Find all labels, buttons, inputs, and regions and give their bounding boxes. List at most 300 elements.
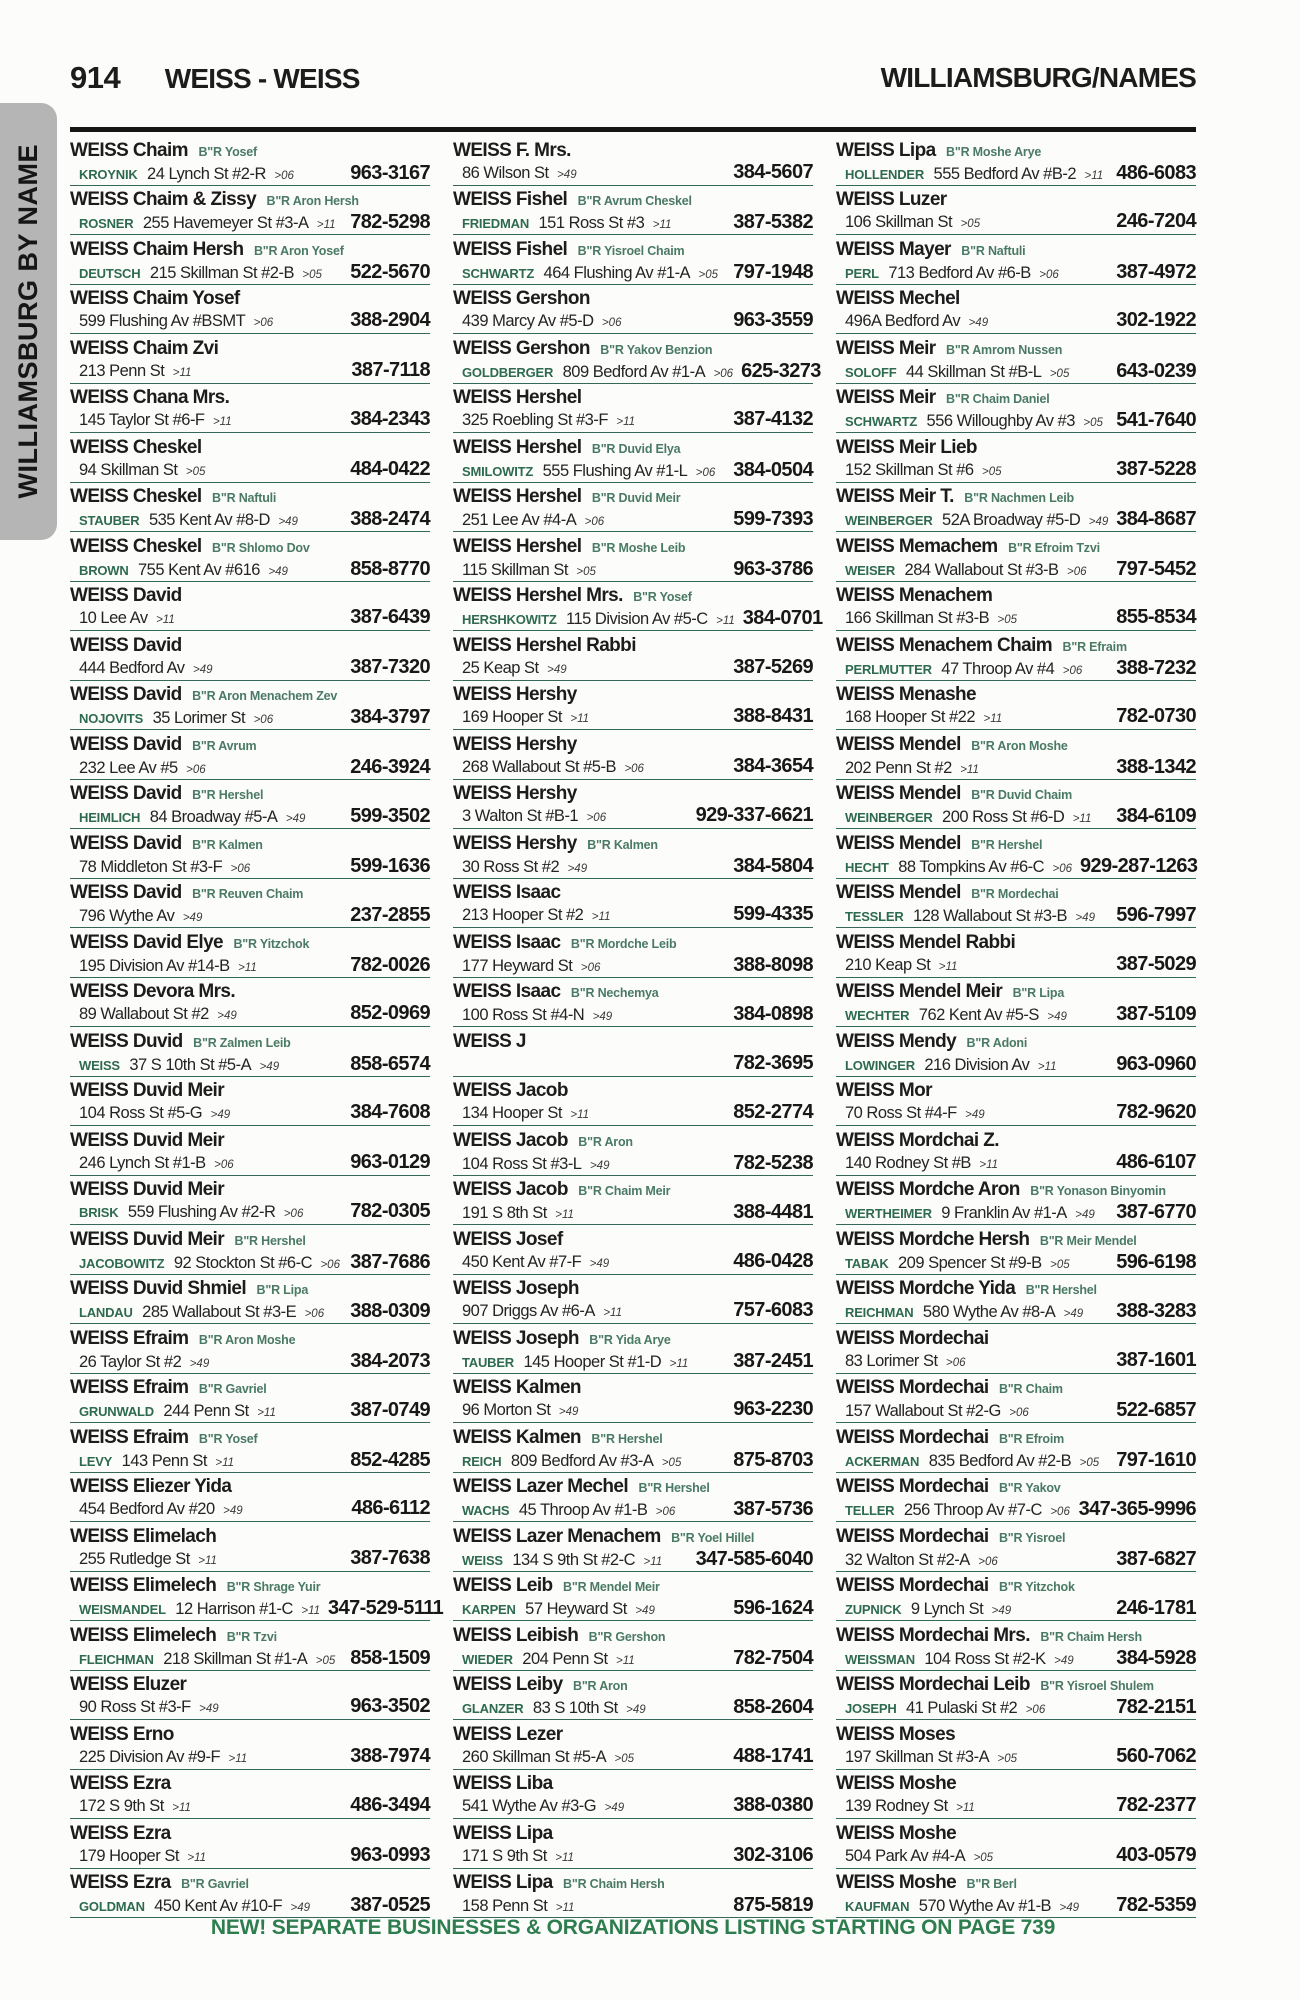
entry-address: 90 Ross St #3-F	[79, 1698, 191, 1716]
entry-zone: >05	[661, 1456, 682, 1469]
directory-entry	[70, 1275, 430, 1325]
entry-phone: 384-0504	[733, 458, 813, 481]
entry-surname-prefix: WACHS	[462, 1503, 510, 1518]
entry-address-group	[79, 1055, 279, 1077]
entry-name: WEISS Moshe	[836, 1822, 957, 1844]
entry-patronymic: B"R Moshe Leib	[591, 540, 686, 555]
entry-address: 244 Penn St	[163, 1402, 249, 1420]
directory-entry	[836, 1770, 1196, 1820]
entry-address-line	[70, 1351, 430, 1374]
entry-surname-prefix: WEINBERGER	[845, 810, 933, 825]
entry-phone: 855-8534	[1116, 606, 1196, 628]
entry-address-line	[453, 359, 821, 384]
entry-zone: >11	[616, 416, 636, 428]
entry-name: WEISS Lipa	[453, 1822, 553, 1844]
entry-address-line	[70, 1450, 430, 1473]
entry-address-line	[453, 1549, 813, 1572]
entry-address: 268 Wallabout St #5-B	[462, 757, 616, 776]
entry-phone: 384-0898	[733, 1003, 813, 1025]
entry-zone: >49	[193, 663, 213, 676]
entry-address-line	[836, 262, 1196, 285]
directory-entry	[836, 384, 1196, 434]
entry-address-line	[453, 1648, 813, 1671]
entry-address-group	[462, 806, 606, 828]
entry-address: 104 Ross St #3-L	[462, 1154, 582, 1173]
entry-patronymic: B"R Yisroel Chaim	[577, 243, 685, 258]
entry-zone: >06	[274, 169, 294, 182]
entry-name-line	[836, 1377, 1196, 1400]
entry-address-line	[453, 1153, 813, 1176]
entry-name: WEISS Devora Mrs.	[70, 981, 236, 1002]
entry-name-line	[453, 1575, 813, 1598]
entry-address: 200 Ross St #6-D	[942, 808, 1065, 826]
entry-address: 41 Pulaski St #2	[906, 1699, 1018, 1717]
entry-address: 256 Throop Av #7-C	[903, 1501, 1042, 1519]
entry-phone: 384-5804	[733, 854, 813, 877]
entry-phone: 387-6827	[1116, 1547, 1196, 1570]
entry-phone: 643-0239	[1116, 359, 1196, 382]
entry-address-line	[70, 1795, 430, 1818]
directory-entry	[70, 532, 430, 582]
entry-address: 232 Lee Av #5	[79, 758, 178, 777]
entry-phone: 599-7393	[733, 508, 813, 530]
entry-address-line	[70, 409, 430, 432]
entry-surname-prefix: SMILOWITZ	[462, 463, 534, 479]
entry-address: 92 Stockton St #6-C	[173, 1253, 313, 1272]
directory-entry	[70, 582, 430, 632]
entry-address: 218 Skillman St #1-A	[163, 1649, 308, 1668]
directory-entry	[453, 829, 813, 879]
entry-name-line	[70, 882, 430, 905]
entry-name: WEISS Jacob	[453, 1179, 568, 1200]
entry-address-line	[453, 1598, 813, 1621]
directory-entry	[70, 1027, 430, 1077]
entry-address-group	[462, 263, 718, 285]
entry-name-line	[836, 981, 1196, 1004]
entry-patronymic: B"R Naftuli	[212, 491, 277, 505]
entry-address-group	[462, 1550, 662, 1572]
page-header	[70, 60, 1196, 102]
entry-phone: 388-2904	[350, 309, 430, 331]
directory-entry	[836, 235, 1196, 285]
directory-entry	[836, 1671, 1196, 1721]
entry-address-line	[70, 905, 430, 928]
entry-address-group	[845, 707, 1002, 729]
entry-address-line	[70, 509, 430, 532]
entry-name-line	[70, 189, 430, 212]
entry-patronymic: B"R Chaim Hersh	[1040, 1629, 1142, 1644]
entry-name: WEISS J	[453, 1030, 526, 1052]
entry-address-group	[79, 1004, 237, 1026]
entry-zone: >49	[1088, 516, 1109, 528]
entry-zone: >11	[187, 1851, 207, 1864]
entry-address-group	[462, 461, 715, 483]
entry-name: WEISS Duvid Shmiel	[70, 1278, 247, 1299]
entry-patronymic: B"R Duvid Chaim	[971, 788, 1073, 802]
entry-zone: >11	[983, 713, 1003, 725]
entry-zone: >11	[172, 1802, 191, 1814]
entry-address: 104 Ross St #5-G	[79, 1104, 203, 1122]
entry-zone: >11	[570, 713, 590, 725]
entry-zone: >49	[1047, 1011, 1067, 1023]
entry-address-line	[836, 1202, 1196, 1225]
entry-address: 570 Wythe Av #1-B	[918, 1897, 1052, 1915]
entry-name: WEISS Chana Mrs.	[70, 387, 230, 408]
entry-zone: >11	[316, 219, 336, 231]
entry-address-group	[79, 1649, 335, 1671]
entry-zone: >05	[997, 614, 1018, 626]
entry-phone: 387-6770	[1116, 1201, 1196, 1223]
entry-name-line	[836, 635, 1196, 658]
entry-phone: 963-3559	[733, 309, 813, 331]
entry-phone: 782-9620	[1116, 1101, 1196, 1123]
entry-address-group	[79, 510, 298, 532]
entry-address-line	[836, 410, 1196, 433]
entry-name: WEISS David	[70, 634, 182, 656]
directory-entry	[70, 1869, 430, 1919]
entry-patronymic: B"R Aron Hersh	[266, 194, 359, 208]
entry-address-line	[836, 1845, 1196, 1868]
entry-patronymic: B"R Shrage Yuir	[226, 1580, 321, 1594]
entry-address: 94 Skillman St	[79, 460, 178, 479]
entry-phone: 347-585-6040	[695, 1547, 813, 1570]
entry-phone: 782-5238	[733, 1151, 813, 1174]
entry-patronymic: B"R Yosef	[198, 1431, 258, 1446]
entry-address-line	[453, 310, 813, 333]
entry-name-line	[836, 1724, 1196, 1746]
entry-address-line	[453, 1399, 813, 1422]
entry-name: WEISS Gershon	[453, 337, 590, 359]
entry-address: 84 Broadway #5-A	[149, 808, 278, 826]
entry-address-group	[462, 510, 604, 532]
entry-address: 10 Lee Av	[79, 609, 148, 627]
entry-address-group	[462, 905, 610, 927]
entry-address-group	[462, 1451, 681, 1473]
entry-address: 70 Ross St #4-F	[845, 1104, 957, 1122]
entry-address-group	[462, 1747, 634, 1769]
entry-name: WEISS David	[70, 684, 182, 705]
entry-address-group	[462, 1005, 612, 1027]
entry-address-line	[70, 1301, 430, 1324]
directory-entry	[453, 1770, 813, 1820]
entry-name: WEISS Meir	[836, 337, 936, 359]
entry-address-line	[836, 459, 1196, 482]
entry-name: WEISS Ezra	[70, 1773, 171, 1794]
entry-address-line	[70, 1152, 430, 1175]
directory-entry	[70, 1572, 444, 1622]
entry-zone: >06	[230, 862, 251, 875]
entry-patronymic: B"R Mordechai	[971, 887, 1059, 901]
entry-address-line	[453, 1202, 813, 1225]
entry-zone: >05	[973, 1851, 994, 1864]
entry-zone: >06	[304, 1308, 325, 1320]
entry-address-line	[453, 1499, 813, 1522]
entry-name-line	[453, 882, 813, 904]
entry-name-line	[70, 1476, 430, 1498]
entry-zone: >06	[283, 1208, 304, 1220]
entry-patronymic: B"R Hershel	[234, 1233, 306, 1248]
entry-address-line	[836, 806, 1196, 829]
directory-entry	[836, 879, 1196, 929]
entry-address-group	[845, 659, 1082, 681]
entry-address-line	[453, 1450, 813, 1473]
directory-entry	[453, 978, 813, 1028]
entry-zone: >06	[253, 317, 274, 329]
entry-address-group	[79, 1401, 276, 1423]
entry-name-line	[453, 1724, 813, 1746]
entry-zone: >11	[570, 1109, 590, 1121]
directory-entry	[70, 1374, 430, 1424]
entry-address: 96 Morton St	[462, 1401, 551, 1419]
entry-phone: 384-5607	[733, 160, 813, 183]
entry-name-line	[836, 932, 1196, 954]
directory-entry	[453, 532, 813, 582]
entry-name: WEISS F. Mrs.	[453, 139, 571, 161]
entry-surname-prefix: LANDAU	[79, 1305, 133, 1320]
entry-patronymic: B"R Efraim	[1062, 639, 1127, 654]
entry-surname-prefix: JOSEPH	[845, 1701, 897, 1716]
entry-name-line	[836, 1773, 1196, 1795]
entry-address-line	[453, 706, 813, 729]
entry-address-group	[79, 608, 175, 630]
entry-name: WEISS David	[70, 733, 182, 755]
directory-entry	[453, 1126, 813, 1176]
entry-patronymic: B"R Amrom Nussen	[946, 342, 1063, 357]
entry-name-line	[70, 1625, 430, 1648]
entry-surname-prefix: JACOBOWITZ	[79, 1255, 165, 1271]
entry-address-line	[70, 1895, 430, 1918]
directory-entry	[836, 730, 1196, 780]
entry-name-line	[836, 1179, 1196, 1202]
entry-name-line	[836, 1476, 1196, 1499]
entry-name: WEISS Hershel Mrs.	[453, 585, 623, 606]
directory-entry	[453, 879, 813, 929]
entry-address-group	[845, 510, 1108, 532]
entry-phone: 599-3502	[350, 805, 430, 827]
footer-banner: NEW! SEPARATE BUSINESSES & ORGANIZATIONS LISTING STARTING ON PAGE 739	[210, 1916, 1056, 1939]
entry-address: 907 Driggs Av #6-A	[462, 1302, 595, 1320]
entry-phone: 782-3695	[733, 1051, 813, 1074]
entry-name: WEISS Cheskel	[70, 436, 202, 458]
entry-name-line	[70, 1229, 430, 1252]
entry-zone: >06	[695, 466, 716, 479]
entry-phone: 797-1948	[733, 260, 813, 283]
directory-entry	[836, 1275, 1196, 1325]
entry-name: WEISS Mordechai Mrs.	[836, 1624, 1030, 1646]
entry-address: 115 Division Av #5-C	[566, 610, 708, 628]
entry-phone: 486-0428	[733, 1249, 813, 1272]
entry-name: WEISS Mendel	[836, 882, 961, 903]
entry-address: 191 S 8th St	[462, 1204, 547, 1222]
entry-address-group	[79, 708, 273, 730]
entry-name: WEISS Hershel	[453, 436, 582, 458]
entry-name: WEISS Duvid	[70, 1030, 183, 1052]
entry-zone: >05	[1079, 1456, 1100, 1469]
entry-address: 166 Skillman St #3-B	[845, 609, 990, 627]
entry-name: WEISS Mor	[836, 1080, 932, 1101]
entry-phone: 858-1509	[350, 1646, 430, 1669]
entry-phone: 347-529-5111	[328, 1597, 444, 1619]
entry-address-line	[836, 509, 1196, 532]
entry-patronymic: B"R Hershel	[971, 837, 1043, 852]
entry-zone: >06	[1062, 664, 1083, 677]
entry-address: 210 Keap St	[845, 955, 931, 974]
directory-entry	[70, 384, 430, 434]
entry-address-group	[845, 1649, 1074, 1671]
directory-entry	[70, 136, 430, 186]
entry-name: WEISS Mordechai	[836, 1377, 989, 1398]
entry-zone: >49	[259, 1060, 280, 1073]
entry-address: 202 Penn St #2	[845, 758, 952, 777]
entry-zone: >06	[1066, 565, 1087, 578]
entry-phone: 237-2855	[350, 904, 430, 926]
entry-phone: 963-3502	[350, 1695, 430, 1717]
entry-name-line	[836, 1130, 1196, 1152]
entry-address: 152 Skillman St #6	[845, 460, 974, 479]
entry-address: 134 S 9th St #2-C	[512, 1550, 636, 1569]
entry-address-line	[836, 1301, 1196, 1324]
directory-entry	[836, 1324, 1196, 1374]
entry-zone: >11	[643, 1555, 663, 1568]
entry-surname-prefix: HECHT	[845, 859, 889, 875]
entry-name: WEISS Hershy	[453, 783, 577, 804]
entry-phone: 387-6439	[350, 606, 430, 628]
entry-patronymic: B"R Yitzchok	[233, 936, 310, 951]
entry-zone: >49	[223, 1505, 243, 1517]
directory-entry	[70, 1423, 430, 1473]
directory-entry	[836, 631, 1196, 681]
entry-address-line	[70, 1746, 430, 1769]
entry-surname-prefix: KAUFMAN	[845, 1899, 910, 1914]
entry-surname-prefix: BRISK	[79, 1205, 119, 1220]
directory-entry	[453, 681, 813, 731]
entry-address-line	[453, 1845, 813, 1868]
entry-phone: 782-0730	[1116, 705, 1196, 727]
entry-zone: >06	[186, 763, 206, 776]
entry-name: WEISS Hershy	[453, 832, 577, 854]
entry-patronymic: B"R Yonason Binyomin	[1030, 1184, 1166, 1198]
directory-entry	[836, 780, 1196, 830]
entry-name: WEISS Mordechai	[836, 1525, 989, 1547]
entry-phone: 387-0749	[350, 1399, 430, 1421]
entry-address-line	[70, 1400, 430, 1423]
entry-address-line	[453, 657, 813, 680]
entry-zone: >05	[614, 1752, 635, 1765]
entry-name-line	[836, 486, 1196, 509]
directory-entry	[836, 1869, 1196, 1919]
entry-name-line	[453, 189, 813, 212]
entry-patronymic: B"R Aron	[573, 1679, 628, 1693]
entry-name-line	[70, 1427, 430, 1450]
entry-address: 284 Wallabout St #3-B	[904, 560, 1059, 579]
entry-address-line	[453, 1697, 813, 1720]
entry-name-line	[453, 1229, 813, 1251]
entry-address-group	[462, 1203, 574, 1225]
entry-address-group	[845, 955, 957, 977]
entry-address-line	[836, 1746, 1196, 1769]
entry-phone: 384-2073	[350, 1349, 430, 1372]
entry-zone: >11	[238, 961, 257, 974]
directory-entry	[70, 285, 430, 335]
entry-surname-prefix: SOLOFF	[845, 364, 897, 380]
entry-address: 216 Division Av	[924, 1055, 1030, 1074]
entry-address-line	[70, 856, 430, 879]
directory-entry	[70, 1077, 430, 1127]
entry-name-line	[836, 239, 1196, 262]
entry-phone: 387-7118	[351, 358, 430, 381]
entry-phone: 560-7062	[1116, 1744, 1196, 1767]
entry-address: 450 Kent Av #10-F	[154, 1897, 283, 1915]
directory-entry	[836, 1819, 1196, 1869]
entry-address: 12 Harrison #1-C	[175, 1600, 293, 1618]
entry-phone: 488-1741	[733, 1744, 813, 1767]
entry-address-group	[79, 956, 257, 978]
entry-phone: 596-7997	[1116, 904, 1196, 926]
entry-name-line	[70, 833, 430, 856]
entry-address-line	[70, 806, 430, 829]
entry-name: WEISS Mayer	[836, 238, 951, 260]
entry-name: WEISS Mechel	[836, 288, 960, 309]
entry-phone: 963-0993	[350, 1843, 430, 1866]
entry-phone: 387-5736	[733, 1498, 813, 1520]
entry-address-group	[845, 857, 1072, 879]
entry-zone: >05	[185, 465, 206, 478]
entry-patronymic: B"R Kalmen	[192, 837, 263, 852]
entry-name-line	[836, 1625, 1196, 1648]
directory-entry	[453, 928, 813, 978]
entry-zone: >11	[172, 366, 192, 379]
entry-surname-prefix: NOJOVITS	[79, 711, 144, 726]
entry-zone: >11	[228, 1752, 248, 1765]
entry-phone: 625-3273	[741, 359, 821, 382]
entry-name-line	[70, 1031, 430, 1054]
entry-zone: >49	[567, 862, 588, 875]
entry-phone: 929-337-6621	[695, 804, 813, 826]
entry-patronymic: B"R Aron	[578, 1134, 633, 1149]
entry-surname-prefix: PERL	[845, 265, 879, 281]
entry-name-line	[70, 239, 430, 262]
entry-phone: 384-3654	[733, 754, 813, 777]
entry-name-line	[453, 288, 813, 310]
entry-address: 464 Flushing Av #1-A	[543, 263, 691, 282]
directory-entry	[836, 681, 1196, 731]
entry-address-line	[453, 1251, 813, 1274]
entry-address-group	[79, 906, 202, 928]
entry-name-line	[70, 1377, 430, 1400]
directory-entry	[453, 136, 813, 186]
entry-name: WEISS Duvid Meir	[70, 1179, 225, 1200]
entry-address-group	[79, 1253, 340, 1275]
entry-zone: >05	[315, 1654, 336, 1667]
entry-address: 450 Kent Av #7-F	[462, 1252, 582, 1271]
entry-phone: 852-2774	[733, 1101, 813, 1123]
entry-address-line	[70, 707, 430, 730]
entry-zone: >11	[1084, 169, 1104, 182]
entry-patronymic: B"R Gavriel	[198, 1382, 267, 1396]
header-section-title: WILLIAMSBURG/NAMES	[880, 62, 1196, 93]
entry-address-group	[845, 1550, 998, 1572]
entry-patronymic: B"R Efroim	[998, 1431, 1065, 1446]
directory-entry	[70, 1720, 430, 1770]
directory-entry	[453, 1621, 813, 1671]
entry-phone: 486-6083	[1116, 161, 1196, 184]
directory-entry	[453, 1176, 813, 1226]
directory-entry	[70, 1473, 430, 1523]
entry-name-line	[836, 1278, 1196, 1301]
entry-zone: >49	[1054, 1654, 1074, 1667]
entry-name: WEISS Jacob	[453, 1129, 568, 1151]
entry-zone: >49	[1075, 1209, 1095, 1221]
